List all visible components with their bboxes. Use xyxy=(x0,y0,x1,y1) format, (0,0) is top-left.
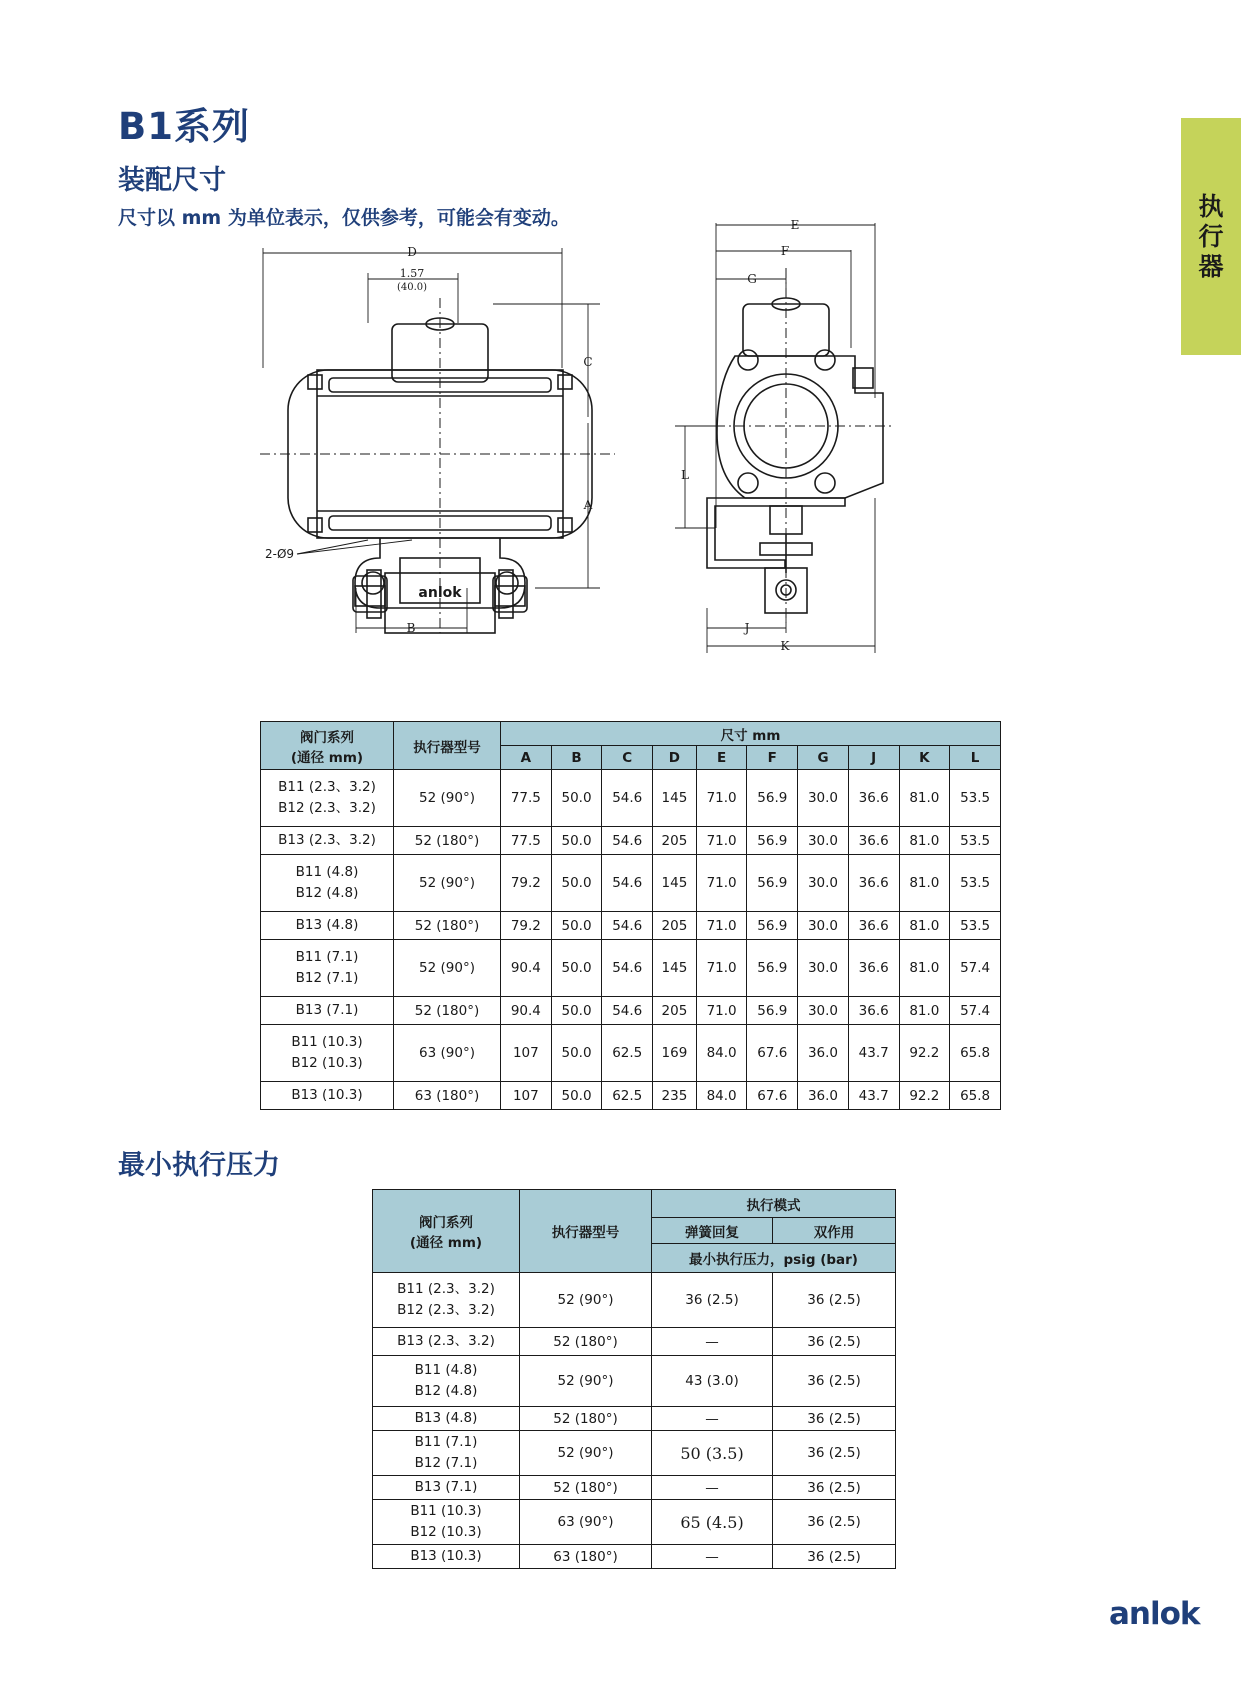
column-header: F xyxy=(747,746,798,770)
dimension-cell: 50.0 xyxy=(551,770,602,827)
series-name: B11 (4.8) xyxy=(414,1362,478,1378)
dimension-cell: 30.0 xyxy=(798,912,849,940)
dimension-cell: 81.0 xyxy=(899,827,950,855)
header-series-line1: 阀门系列 xyxy=(300,729,354,746)
dimension-cell: 36.6 xyxy=(848,855,899,912)
table-row xyxy=(373,1500,896,1545)
series-name: B13 (4.8) xyxy=(295,917,359,933)
dimension-cell: 30.0 xyxy=(798,940,849,997)
double-acting-cell: 36 (2.5) xyxy=(773,1476,896,1500)
dimension-cell: 90.4 xyxy=(501,940,552,997)
actuator-cell: 52 (90°) xyxy=(520,1431,652,1476)
series-name: B12 (2.3、3.2) xyxy=(397,1302,495,1318)
series-cell xyxy=(261,940,394,997)
series-cell xyxy=(261,1082,394,1110)
side-tab-char: 行 xyxy=(1198,222,1224,251)
header-dims: 尺寸 mm xyxy=(501,722,1001,746)
series-name: B11 (4.8) xyxy=(295,864,359,880)
side-tab-char: 执 xyxy=(1198,192,1224,221)
actuator-cell: 52 (90°) xyxy=(520,1273,652,1328)
dimension-cell: 57.4 xyxy=(950,997,1001,1025)
actuator-cell: 52 (90°) xyxy=(520,1356,652,1407)
dimension-cell: 56.9 xyxy=(747,940,798,997)
dim-label-mm: (40.0) xyxy=(396,282,428,293)
spring-return-cell: — xyxy=(652,1328,773,1356)
page-title: B1系列 xyxy=(118,105,250,148)
dimension-cell: 36.0 xyxy=(798,1082,849,1110)
section-title-dimensions: 装配尺寸 xyxy=(118,165,226,196)
dimension-cell: 36.6 xyxy=(848,912,899,940)
series-name: B12 (10.3) xyxy=(291,1055,363,1071)
dimension-cell: 107 xyxy=(501,1082,552,1110)
holes-label: 2-Ø9 xyxy=(265,547,295,561)
series-name: B13 (10.3) xyxy=(291,1087,363,1103)
dimension-cell: 71.0 xyxy=(696,827,747,855)
dimension-cell: 50.0 xyxy=(551,855,602,912)
dimension-cell: 92.2 xyxy=(899,1025,950,1082)
series-name: B13 (7.1) xyxy=(295,1002,359,1018)
dimension-cell: 43.7 xyxy=(848,1025,899,1082)
dimension-cell: 50.0 xyxy=(551,997,602,1025)
dimension-cell: 67.6 xyxy=(747,1025,798,1082)
actuator-cell: 52 (90°) xyxy=(394,770,501,827)
series-name: B13 (7.1) xyxy=(414,1479,478,1495)
table-row xyxy=(261,940,1001,997)
dimension-cell: 84.0 xyxy=(696,1025,747,1082)
table-row xyxy=(261,997,1001,1025)
dimension-cell: 65.8 xyxy=(950,1025,1001,1082)
dimension-cell: 145 xyxy=(653,940,697,997)
series-name: B12 (4.8) xyxy=(295,885,359,901)
dim-label-D: D xyxy=(407,245,417,259)
column-header: C xyxy=(602,746,653,770)
table-row xyxy=(373,1356,896,1407)
header-double-acting: 双作用 xyxy=(773,1218,896,1244)
dim-label-G: G xyxy=(747,272,757,286)
brand-logo: anlok xyxy=(1109,1596,1200,1632)
dimension-cell: 205 xyxy=(653,912,697,940)
dimension-cell: 56.9 xyxy=(747,827,798,855)
series-cell xyxy=(261,997,394,1025)
dimension-cell: 36.6 xyxy=(848,997,899,1025)
series-cell xyxy=(261,827,394,855)
dimension-cell: 54.6 xyxy=(602,770,653,827)
dimension-cell: 53.5 xyxy=(950,770,1001,827)
series-cell xyxy=(261,770,394,827)
dim-label-inch: 1.57 xyxy=(399,267,425,280)
table-row xyxy=(373,1431,896,1476)
column-header: B xyxy=(551,746,602,770)
dimension-cell: 77.5 xyxy=(501,827,552,855)
dimension-cell: 50.0 xyxy=(551,827,602,855)
dimension-cell: 79.2 xyxy=(501,855,552,912)
series-cell xyxy=(261,855,394,912)
spring-return-cell: — xyxy=(652,1407,773,1431)
actuator-cell: 52 (180°) xyxy=(394,997,501,1025)
dimension-cell: 54.6 xyxy=(602,827,653,855)
dimension-cell: 77.5 xyxy=(501,770,552,827)
dimension-cell: 62.5 xyxy=(602,1025,653,1082)
actuator-cell: 52 (180°) xyxy=(520,1476,652,1500)
series-name: B12 (4.8) xyxy=(414,1383,478,1399)
table-row xyxy=(261,1025,1001,1082)
double-acting-cell: 36 (2.5) xyxy=(773,1273,896,1328)
header-mode: 执行模式 xyxy=(652,1190,896,1218)
actuator-cell: 52 (180°) xyxy=(520,1407,652,1431)
spring-return-cell: — xyxy=(652,1476,773,1500)
valve-brand-label: anlok xyxy=(418,585,462,601)
table-row xyxy=(261,855,1001,912)
dimension-cell: 71.0 xyxy=(696,770,747,827)
dim-label-F: F xyxy=(780,244,790,258)
actuator-cell: 52 (180°) xyxy=(394,827,501,855)
series-cell xyxy=(373,1431,520,1476)
header-series-line2: (通径 mm) xyxy=(290,749,364,766)
series-name: B12 (7.1) xyxy=(295,970,359,986)
table-row xyxy=(373,1545,896,1569)
series-name: B11 (2.3、3.2) xyxy=(397,1281,495,1297)
dimension-cell: 36.6 xyxy=(848,827,899,855)
dimension-cell: 81.0 xyxy=(899,997,950,1025)
spring-return-cell: 65 (4.5) xyxy=(652,1500,773,1545)
dimension-cell: 235 xyxy=(653,1082,697,1110)
dimension-cell: 30.0 xyxy=(798,997,849,1025)
dimension-cell: 36.0 xyxy=(798,1025,849,1082)
dimension-cell: 43.7 xyxy=(848,1082,899,1110)
dimension-cell: 71.0 xyxy=(696,940,747,997)
spring-return-cell: 50 (3.5) xyxy=(652,1431,773,1476)
dimension-cell: 56.9 xyxy=(747,855,798,912)
series-name: B13 (4.8) xyxy=(414,1410,478,1426)
dimension-cell: 169 xyxy=(653,1025,697,1082)
actuator-cell: 63 (180°) xyxy=(394,1082,501,1110)
section-title-pressure: 最小执行压力 xyxy=(118,1150,280,1181)
table-row xyxy=(373,1328,896,1356)
actuator-cell: 52 (90°) xyxy=(394,855,501,912)
series-name: B13 (2.3、3.2) xyxy=(397,1333,495,1349)
actuator-cell: 63 (90°) xyxy=(394,1025,501,1082)
header-actuator: 执行器型号 xyxy=(394,722,501,770)
series-name: B11 (10.3) xyxy=(410,1503,482,1519)
series-name: B12 (7.1) xyxy=(414,1455,478,1471)
dimension-cell: 65.8 xyxy=(950,1082,1001,1110)
pressure-table xyxy=(372,1189,896,1569)
dimension-cell: 50.0 xyxy=(551,912,602,940)
series-cell xyxy=(373,1273,520,1328)
spring-return-cell: 43 (3.0) xyxy=(652,1356,773,1407)
column-header: K xyxy=(899,746,950,770)
dimension-cell: 205 xyxy=(653,827,697,855)
dimension-cell: 54.6 xyxy=(602,997,653,1025)
dim-label-B: B xyxy=(406,621,416,635)
series-cell xyxy=(373,1328,520,1356)
dimension-cell: 56.9 xyxy=(747,770,798,827)
table-row xyxy=(261,912,1001,940)
spring-return-cell: 36 (2.5) xyxy=(652,1273,773,1328)
table-row xyxy=(261,770,1001,827)
dimension-cell: 50.0 xyxy=(551,1082,602,1110)
actuator-cell: 63 (90°) xyxy=(520,1500,652,1545)
dim-label-C: C xyxy=(583,355,593,369)
dimension-cell: 79.2 xyxy=(501,912,552,940)
dimension-cell: 205 xyxy=(653,997,697,1025)
dimension-cell: 145 xyxy=(653,770,697,827)
column-header: L xyxy=(950,746,1001,770)
dimension-cell: 54.6 xyxy=(602,940,653,997)
dimension-cell: 62.5 xyxy=(602,1082,653,1110)
series-cell xyxy=(373,1545,520,1569)
series-cell xyxy=(373,1356,520,1407)
header-spring-return: 弹簧回复 xyxy=(652,1218,773,1244)
header-series-line2: (通径 mm) xyxy=(409,1235,483,1251)
dim-label-A: A xyxy=(583,498,593,512)
side-tab-char: 器 xyxy=(1198,252,1224,281)
dimension-cell: 71.0 xyxy=(696,912,747,940)
dimension-cell: 107 xyxy=(501,1025,552,1082)
dimension-cell: 53.5 xyxy=(950,827,1001,855)
dimension-cell: 56.9 xyxy=(747,912,798,940)
header-series xyxy=(373,1190,520,1273)
dimension-cell: 53.5 xyxy=(950,912,1001,940)
table-row xyxy=(373,1407,896,1431)
dimension-cell: 71.0 xyxy=(696,997,747,1025)
header-actuator: 执行器型号 xyxy=(520,1190,652,1273)
series-name: B12 (2.3、3.2) xyxy=(278,800,376,816)
dimension-cell: 84.0 xyxy=(696,1082,747,1110)
table-row xyxy=(261,827,1001,855)
actuator-cell: 52 (90°) xyxy=(394,940,501,997)
actuator-cell: 63 (180°) xyxy=(520,1545,652,1569)
table-row xyxy=(373,1476,896,1500)
header-series-line1: 阀门系列 xyxy=(419,1215,473,1231)
series-cell xyxy=(373,1476,520,1500)
dimension-drawing xyxy=(255,218,975,708)
column-header: G xyxy=(798,746,849,770)
series-cell xyxy=(261,1025,394,1082)
dimension-cell: 81.0 xyxy=(899,770,950,827)
dimension-cell: 145 xyxy=(653,855,697,912)
dimension-cell: 90.4 xyxy=(501,997,552,1025)
dimensions-table xyxy=(260,721,1001,1110)
double-acting-cell: 36 (2.5) xyxy=(773,1328,896,1356)
side-tab xyxy=(1181,118,1241,355)
dimension-cell: 81.0 xyxy=(899,940,950,997)
dimension-cell: 50.0 xyxy=(551,1025,602,1082)
dimension-cell: 50.0 xyxy=(551,940,602,997)
dimension-cell: 30.0 xyxy=(798,770,849,827)
double-acting-cell: 36 (2.5) xyxy=(773,1356,896,1407)
series-cell xyxy=(373,1407,520,1431)
actuator-cell: 52 (180°) xyxy=(394,912,501,940)
series-name: B11 (10.3) xyxy=(291,1034,363,1050)
actuator-cell: 52 (180°) xyxy=(520,1328,652,1356)
dimension-cell: 92.2 xyxy=(899,1082,950,1110)
table-row xyxy=(373,1273,896,1328)
spring-return-cell: — xyxy=(652,1545,773,1569)
dimension-cell: 30.0 xyxy=(798,855,849,912)
dimension-cell: 71.0 xyxy=(696,855,747,912)
dimension-cell: 57.4 xyxy=(950,940,1001,997)
dimension-cell: 81.0 xyxy=(899,855,950,912)
series-name: B13 (10.3) xyxy=(410,1548,482,1564)
series-name: B11 (7.1) xyxy=(295,949,359,965)
series-name: B12 (10.3) xyxy=(410,1524,482,1540)
dim-label-K: K xyxy=(780,639,790,653)
double-acting-cell: 36 (2.5) xyxy=(773,1407,896,1431)
column-header: E xyxy=(696,746,747,770)
column-header: J xyxy=(848,746,899,770)
series-name: B13 (2.3、3.2) xyxy=(278,832,376,848)
side-view xyxy=(695,268,895,623)
dimension-cell: 30.0 xyxy=(798,827,849,855)
series-name: B11 (2.3、3.2) xyxy=(278,779,376,795)
column-header: A xyxy=(501,746,552,770)
table-row xyxy=(261,1082,1001,1110)
dimension-cell: 54.6 xyxy=(602,855,653,912)
dimension-cell: 67.6 xyxy=(747,1082,798,1110)
dim-label-E: E xyxy=(790,218,800,232)
series-cell xyxy=(373,1500,520,1545)
dimension-cell: 36.6 xyxy=(848,940,899,997)
series-cell xyxy=(261,912,394,940)
header-min-pressure: 最小执行压力，psig (bar) xyxy=(652,1244,896,1273)
header-series xyxy=(261,722,394,770)
dimension-cell: 54.6 xyxy=(602,912,653,940)
dimension-cell: 36.6 xyxy=(848,770,899,827)
dimension-cell: 56.9 xyxy=(747,997,798,1025)
dim-label-L: L xyxy=(681,468,689,482)
dim-label-J: J xyxy=(744,621,750,635)
double-acting-cell: 36 (2.5) xyxy=(773,1545,896,1569)
dimension-cell: 53.5 xyxy=(950,855,1001,912)
dimension-cell: 81.0 xyxy=(899,912,950,940)
dimensions-note: 尺寸以 mm 为单位表示，仅供参考，可能会有变动。 xyxy=(118,207,570,229)
double-acting-cell: 36 (2.5) xyxy=(773,1431,896,1476)
double-acting-cell: 36 (2.5) xyxy=(773,1500,896,1545)
series-name: B11 (7.1) xyxy=(414,1434,478,1450)
column-header: D xyxy=(653,746,697,770)
